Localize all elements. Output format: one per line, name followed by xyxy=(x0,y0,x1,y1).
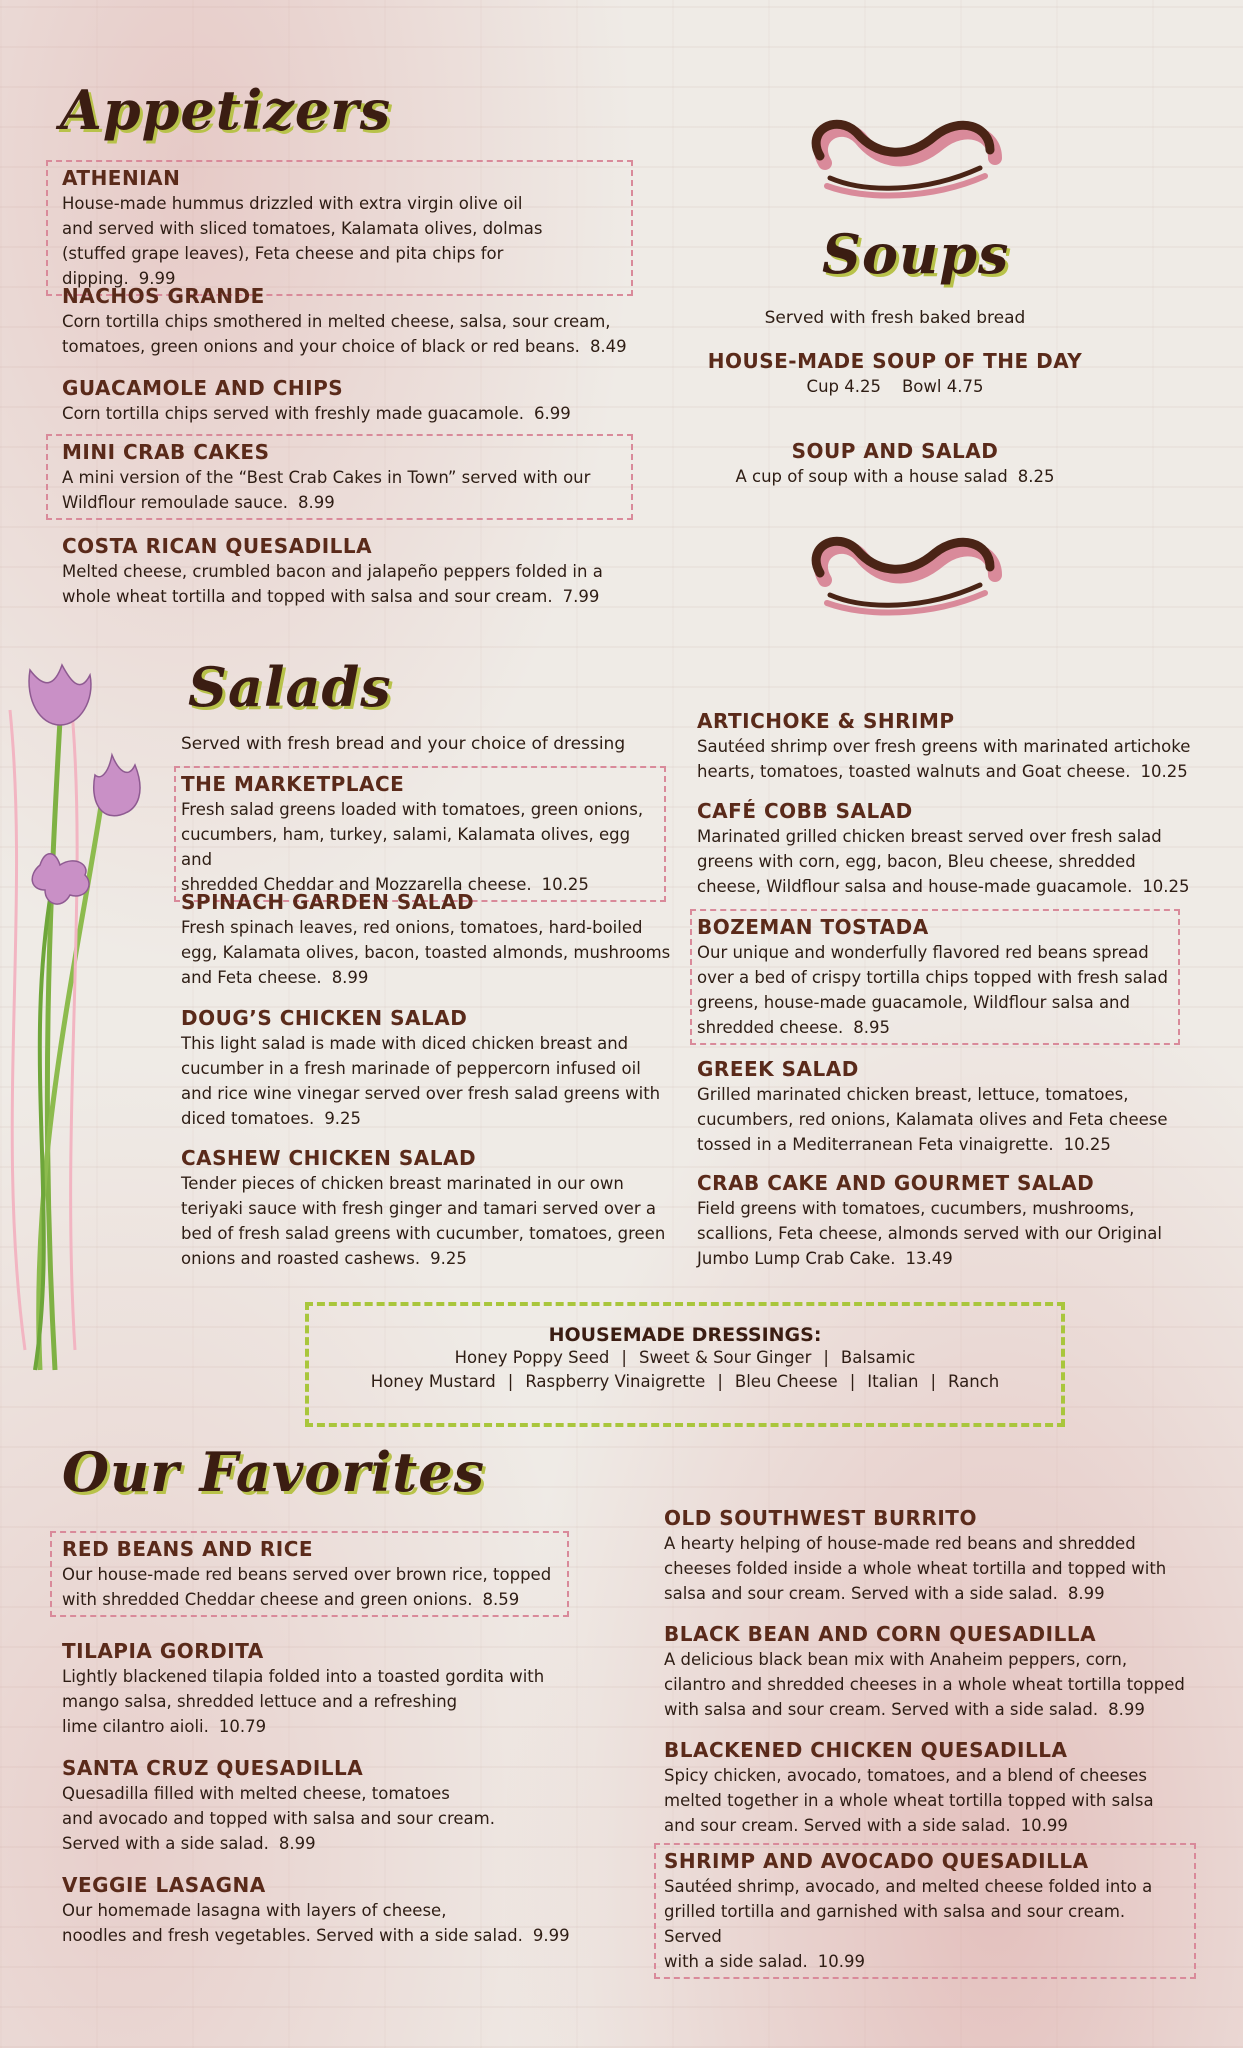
menu-item-costa-rican-quesadilla xyxy=(62,533,662,609)
item-name: SOUP AND SALAD xyxy=(791,439,999,463)
dressing-option: Italian xyxy=(867,1372,919,1391)
item-price: 10.25 xyxy=(541,875,589,894)
menu-item-blackened-chicken-quesadilla xyxy=(664,1737,1224,1838)
item-price: 8.99 xyxy=(297,493,335,512)
menu-item-black-bean-corn-quesadilla xyxy=(664,1621,1224,1722)
dressings-title: HOUSEMADE DRESSINGS: xyxy=(548,1324,822,1346)
item-price: 8.25 xyxy=(1017,467,1055,486)
item-name: THE MARKETPLACE xyxy=(181,772,405,796)
flower-illustration xyxy=(0,650,150,1390)
item-price: 13.49 xyxy=(905,1249,953,1268)
menu-item-the-marketplace xyxy=(176,768,664,900)
item-name: CAFÉ COBB SALAD xyxy=(697,799,913,823)
item-desc: Field greens with tomatoes, cucumbers, mushrooms, scallions, Feta cheese, almonds served with our Original Jumbo Lump Crab Cake. xyxy=(697,1199,1163,1268)
dressing-option: Raspberry Vinaigrette xyxy=(525,1372,706,1391)
item-name: OLD SOUTHWEST BURRITO xyxy=(664,1506,977,1530)
menu-item-old-southwest-burrito xyxy=(664,1505,1224,1606)
dressing-option: Honey Poppy Seed xyxy=(454,1348,610,1367)
dressing-option: Sweet & Sour Ginger xyxy=(638,1348,812,1367)
item-name: MINI CRAB CAKES xyxy=(62,440,270,464)
item-name: SPINACH GARDEN SALAD xyxy=(181,890,475,914)
item-price: 9.99 xyxy=(532,1926,570,1945)
item-desc: Tender pieces of chicken breast marinated in our own teriyaki sauce with fresh ginger and tamari served over a bed of fresh salad greens with cucumber, tomatoes, green onions and roasted cashews. xyxy=(181,1174,666,1268)
item-price: 8.49 xyxy=(589,337,627,356)
item-price: 9.99 xyxy=(138,269,176,288)
item-name: DOUG’S CHICKEN SALAD xyxy=(181,1006,468,1030)
item-name: CASHEW CHICKEN SALAD xyxy=(181,1146,477,1170)
menu-item-nachos-grande xyxy=(62,283,662,359)
dressings-line-1: Honey Poppy Seed | Sweet & Sour Ginger | Balsamic xyxy=(454,1348,916,1367)
item-price: 8.95 xyxy=(853,1018,891,1037)
menu-item-dougs-chicken-salad xyxy=(181,1005,671,1131)
menu-item-cashew-chicken-salad xyxy=(181,1145,671,1271)
menu-item-artichoke-shrimp xyxy=(697,708,1197,784)
dressings-line-2: Honey Mustard | Raspberry Vinaigrette | Bleu Cheese | Italian | Ranch xyxy=(370,1372,1000,1391)
item-desc: Corn tortilla chips served with freshly made guacamole. xyxy=(62,404,525,423)
menu-item-crab-cake-gourmet-salad xyxy=(697,1170,1197,1271)
menu-item-bozeman-tostada xyxy=(692,911,1178,1043)
item-name: SANTA CRUZ QUESADILLA xyxy=(62,1756,364,1780)
item-name: HOUSE-MADE SOUP OF THE DAY xyxy=(707,349,1083,373)
item-desc: A mini version of the “Best Crab Cakes in Town” served with our Wildflour remoulade sauce. xyxy=(62,468,591,512)
item-name: NACHOS GRANDE xyxy=(62,284,265,308)
section-title-our-favorites: Our Favorites xyxy=(62,1440,485,1504)
menu-item-spinach-garden-salad xyxy=(181,889,671,990)
menu-item-athenian xyxy=(48,162,631,294)
section-title-appetizers: Appetizers xyxy=(60,78,392,142)
item-desc: Fresh salad greens loaded with tomatoes, green onions, cucumbers, ham, turkey, salami, Kalamata olives, egg and shredded Cheddar and Mozzarella cheese. xyxy=(181,800,644,894)
item-name: ARTICHOKE & SHRIMP xyxy=(697,709,955,733)
item-price: 10.25 xyxy=(1140,762,1188,781)
dressing-option: Honey Mustard xyxy=(370,1372,496,1391)
item-desc: Corn tortilla chips smothered in melted cheese, salsa, sour cream, tomatoes, green onions and your choice of black or red beans. xyxy=(62,312,611,356)
item-desc: Sautéed shrimp over fresh greens with marinated artichoke hearts, tomatoes, toasted walnuts and Goat cheese. xyxy=(697,737,1191,781)
menu-item-soup-and-salad xyxy=(700,438,1090,489)
menu-item-greek-salad xyxy=(697,1056,1197,1157)
item-price: 7.99 xyxy=(562,587,600,606)
item-name: BLACK BEAN AND CORN QUESADILLA xyxy=(664,1622,1097,1646)
item-desc: Grilled marinated chicken breast, lettuce, tomatoes, cucumbers, red onions, Kalamata olives and Feta cheese tossed in a Mediterranean Feta vinaigrette. xyxy=(697,1085,1168,1154)
item-price: 9.25 xyxy=(430,1249,467,1268)
item-desc: This light salad is made with diced chicken breast and cucumber in a fresh marinade of peppercorn infused oil and rice wine vinegar served over fresh salad greens with diced tomatoes. xyxy=(181,1034,661,1128)
menu-item-cafe-cobb-salad xyxy=(697,798,1197,899)
item-desc: Lightly blackened tilapia folded into a toasted gordita with mango salsa, shredded lettuce and a refreshing lime cilantro aioli. xyxy=(62,1667,545,1736)
menu-item-tilapia-gordita xyxy=(62,1638,602,1739)
item-name: TILAPIA GORDITA xyxy=(62,1639,264,1663)
item-price: 10.99 xyxy=(1020,1816,1068,1835)
item-price: 8.99 xyxy=(331,968,369,987)
menu-item-shrimp-avocado-quesadilla xyxy=(656,1845,1194,1977)
salads-subtitle: Served with fresh bread and your choice of dressing xyxy=(181,734,626,754)
menu-item-soup-of-the-day xyxy=(700,348,1090,399)
item-price: 8.99 xyxy=(1067,1584,1105,1603)
item-desc: Our unique and wonderfully flavored red beans spread over a bed of crispy tortilla chips topped with fresh salad greens, house-made guacamole, Wildflour salsa and shredded cheese. xyxy=(697,943,1168,1037)
item-name: BOZEMAN TOSTADA xyxy=(697,915,929,939)
item-desc: A delicious black bean mix with Anaheim peppers, corn, cilantro and shredded cheeses in a whole wheat tortilla topped with salsa and sour cream. Served with a side salad. xyxy=(664,1650,1185,1719)
menu-item-mini-crab-cakes xyxy=(48,436,631,518)
item-price: 8.99 xyxy=(278,1834,316,1853)
item-price: 10.99 xyxy=(817,1952,866,1971)
item-desc: A cup of soup with a house salad xyxy=(735,467,1008,486)
item-name: RED BEANS AND RICE xyxy=(62,1537,314,1561)
dressing-option: Balsamic xyxy=(840,1348,916,1367)
item-desc: Sautéed shrimp, avocado, and melted cheese folded into a grilled tortilla and garnished with salsa and sour cream. Served with a side salad. xyxy=(664,1877,1153,1971)
dressing-option: Ranch xyxy=(948,1372,1000,1391)
item-price: 10.25 xyxy=(1142,877,1190,896)
menu-item-red-beans-and-rice xyxy=(52,1533,567,1615)
item-name: VEGGIE LASAGNA xyxy=(62,1873,266,1897)
dressings-box xyxy=(305,1302,1065,1427)
menu-item-santa-cruz-quesadilla xyxy=(62,1755,602,1856)
dressing-option: Bleu Cheese xyxy=(734,1372,838,1391)
swirl-ornament-top xyxy=(805,108,1005,203)
section-title-salads: Salads xyxy=(188,655,392,719)
item-name: ATHENIAN xyxy=(62,166,181,190)
item-desc: Cup 4.25 Bowl 4.75 xyxy=(806,377,984,396)
item-name: GREEK SALAD xyxy=(697,1057,859,1081)
item-desc: Melted cheese, crumbled bacon and jalapeño peppers folded in a whole wheat tortilla and topped with salsa and sour cream. xyxy=(62,562,603,606)
item-price: 6.99 xyxy=(534,404,571,423)
item-desc: Our homemade lasagna with layers of cheese, noodles and fresh vegetables. Served with a side salad. xyxy=(62,1901,523,1945)
item-desc: Marinated grilled chicken breast served over fresh salad greens with corn, egg, bacon, Bleu cheese, shredded cheese, Wildflour salsa and house-made guacamole. xyxy=(697,827,1162,896)
item-price: 10.25 xyxy=(1063,1135,1111,1154)
item-desc: House-made hummus drizzled with extra virgin olive oil and served with sliced tomatoes, Kalamata olives, dolmas (stuffed grape leaves), Feta cheese and pita chips for dipping. xyxy=(62,194,543,288)
item-name: COSTA RICAN QUESADILLA xyxy=(62,534,373,558)
item-price: 9.25 xyxy=(324,1109,362,1128)
menu-item-guacamole-and-chips xyxy=(62,375,662,426)
item-desc: A hearty helping of house-made red beans and shredded cheeses folded inside a whole wheat tortilla and topped with salsa and sour cream. Served with a side salad. xyxy=(664,1534,1167,1603)
item-name: GUACAMOLE AND CHIPS xyxy=(62,376,344,400)
soups-subtitle: Served with fresh baked bread xyxy=(764,308,1026,328)
item-name: BLACKENED CHICKEN QUESADILLA xyxy=(664,1738,1068,1762)
item-price: 8.59 xyxy=(482,1590,520,1609)
menu-item-veggie-lasagna xyxy=(62,1872,622,1948)
item-desc: Our house-made red beans served over brown rice, topped with shredded Cheddar cheese and green onions. xyxy=(62,1565,552,1609)
item-price: 8.99 xyxy=(1108,1700,1145,1719)
item-desc: Fresh spinach leaves, red onions, tomatoes, hard-boiled egg, Kalamata olives, bacon, toasted almonds, mushrooms and Feta cheese. xyxy=(181,918,671,987)
item-price: 10.79 xyxy=(218,1717,267,1736)
section-title-soups: Soups xyxy=(822,222,1010,286)
item-name: CRAB CAKE AND GOURMET SALAD xyxy=(697,1171,1095,1195)
swirl-ornament-bottom xyxy=(805,525,1005,620)
item-desc: Quesadilla filled with melted cheese, tomatoes and avocado and topped with salsa and sour cream. Served with a side salad. xyxy=(62,1784,495,1853)
item-name: SHRIMP AND AVOCADO QUESADILLA xyxy=(664,1849,1089,1873)
item-desc: Spicy chicken, avocado, tomatoes, and a blend of cheeses melted together in a whole wheat tortilla topped with salsa and sour cream. Served with a side salad. xyxy=(664,1766,1154,1835)
